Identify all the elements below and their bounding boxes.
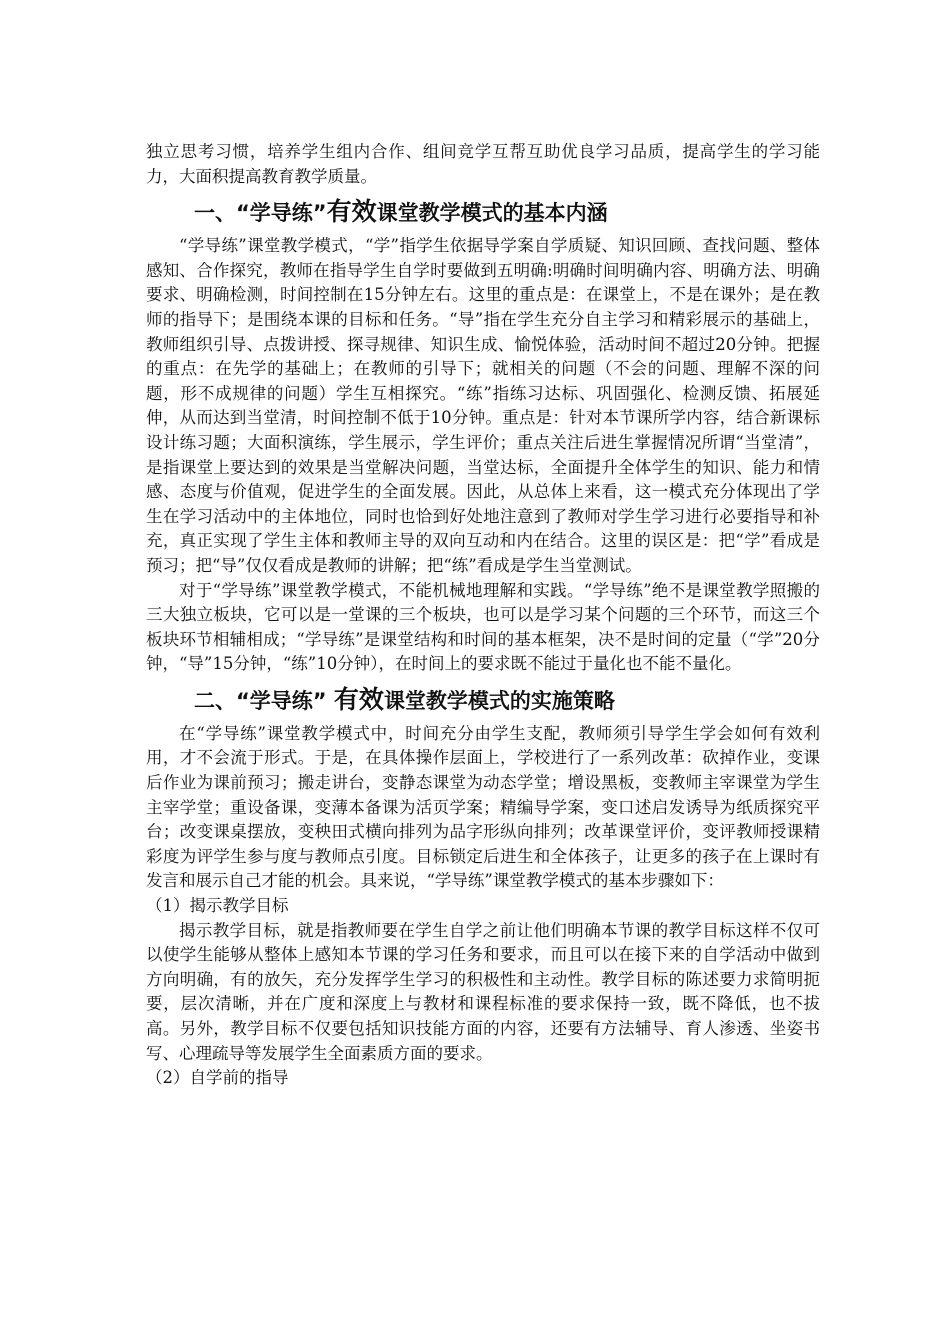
section-heading-1 [146, 197, 820, 228]
paragraph-strategy: 在“学导练”课堂教学模式中，时间充分由学生支配，教师须引导学生学会如何有效利用，才不会流于形式。于是，在具体操作层面上，学校进行了一系列改革：砍掉作业，变课后作业为课前预习；搬走讲台，变静态课堂为动态学堂；增设黑板，变教师主宰课堂为学生主宰学堂；重设备课，变薄本备课为活页学案；精编导学案，变口述启发诱导为纸质探究平台；改变课桌摆放，变秧田式横向排列为品字形纵向排列；改革课堂评价，变评教师授课精彩度为评学生参与度与教师点引度。目标锁定后进生和全体孩子，让更多的孩子在上课时有发言和展示自己才能的机会。具来说，“学导练”课堂教学模式的基本步骤如下： [146, 723, 820, 891]
paragraph-definition: “学导练”课堂教学模式，“学”指学生依据导学案自学质疑、知识回顾、查找问题、整体感知、合作探究，教师在指导学生自学时要做到五明确:明确时间明确内容、明确方法、明确要求、明确检测，时间控制在15分钟左右。这里的重点是：在课堂上，不是在课外；是在教师的指导下；是围绕本课的目标和任务。“导”指在学生充分自主学习和精彩展示的基础上，教师组织引导、点拨讲授、探寻规律、知识生成、愉悦体验，活动时间不超过20分钟。把握的重点：在先学的基础上；在教师的引导下；就相关的问题（不会的问题、理解不深的问题，形不成规律的问题）学生互相探究。“练”指练习达标、巩固强化、检测反馈、拓展延伸，从而达到当堂清，时间控制不低于10分钟。重点是：针对本节课所学内容，结合新课标设计练习题；大面积演练，学生展示，学生评价；重点关注后进生掌握情况所谓“当堂清”，是指课堂上要达到的效果是当堂解决问题，当堂达标，全面提升全体学生的知识、能力和情感、态度与价值观，促进学生的全面发展。因此，从总体上来看，这一模式充分体现出了学生在学习活动中的主体地位，同时也恰到好处地注意到了教师对学生学习进行必要指导和补充，真正实现了学生主体和教师主导的双向互动和内在结合。这里的误区是：把“学”看成是预习；把“导”仅仅看成是教师的讲解；把“练”看成是学生当堂测试。 [146, 236, 820, 575]
subheading-step-2: （2）自学前的指导 [146, 1068, 289, 1088]
section-heading-2-emphasis: 有效 [333, 684, 384, 714]
section-heading-1-suffix: 课堂教学模式的基本内涵 [376, 201, 608, 226]
section-heading-2 [146, 685, 820, 716]
section-heading-1-emphasis: 有效 [326, 197, 377, 227]
intro-paragraph: 独立思考习惯，培养学生组内合作、组间竞学互帮互助优良学习品质，提高学生的学习能力，大面积提高教育教学质量。 [146, 142, 820, 186]
paragraph-objectives: 揭示教学目标，就是指教师要在学生自学之前让他们明确本节课的教学目标这样不仅可以使学生能够从整体上感知本节课的学习任务和要求，而且可以在接下来的自学活动中做到方向明确，有的放矢，充分发挥学生学习的积极性和主动性。教学目标的陈述要力求简明扼要，层次清晰，并在广度和深度上与教材和课程标准的要求保持一致，既不降低，也不拔高。另外，教学目标不仅要包括知识技能方面的内容，还要有方法辅导、育人渗透、坐姿书写、心理疏导等发展学生全面素质方面的要求。 [146, 920, 820, 1063]
paragraph-understanding: 对于“学导练”课堂教学模式，不能机械地理解和实践。“学导练”绝不是课堂教学照搬的三大独立板块，它可以是一堂课的三个板块，也可以是学习某个问题的三个环节，而这三个板块环节相辅相成；“学导练”是课堂结构和时间的基本框架，决不是时间的定量（“学”20分钟，“导”15分钟，“练”10分钟），在时间上的要求既不能过于量化也不能不量化。 [146, 580, 820, 674]
section-heading-2-prefix: 二、“学导练” [194, 688, 334, 713]
section-heading-1-prefix: 一、“学导练” [194, 201, 327, 226]
section-heading-2-suffix: 课堂教学模式的实施策略 [383, 688, 615, 713]
subheading-step-1: （1）揭示教学目标 [146, 896, 289, 916]
document-body [146, 140, 820, 1091]
